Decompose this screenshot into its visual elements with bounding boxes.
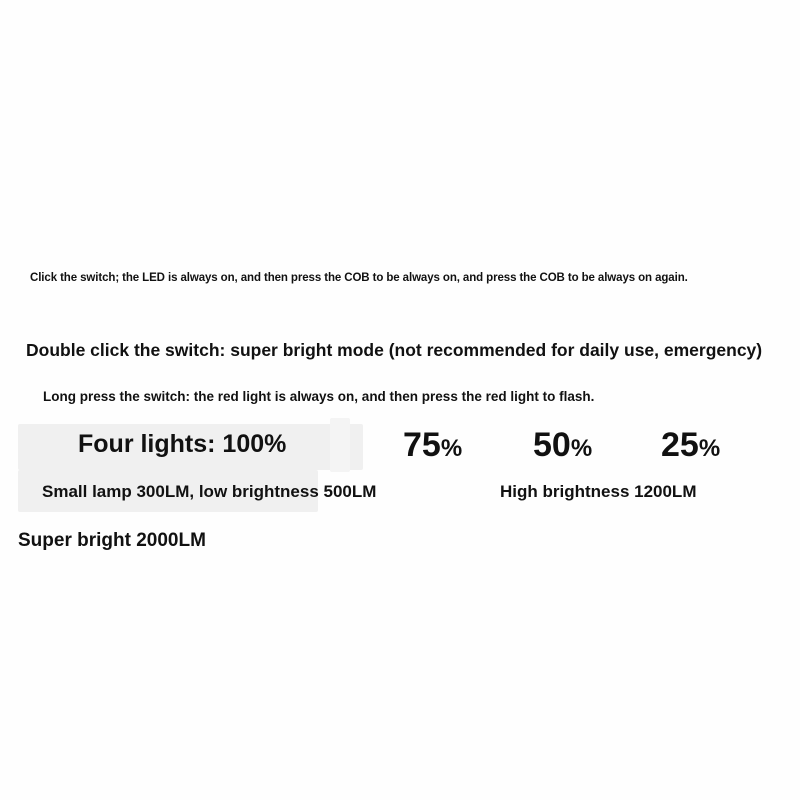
four-lights-label: Four lights: 100% bbox=[78, 430, 287, 458]
instruction-click-switch: Click the switch; the LED is always on, and then press the COB to be always on, and press the COB to be always on again. bbox=[30, 272, 688, 284]
brightness-level-50-number: 50 bbox=[533, 426, 571, 464]
brightness-level-75 bbox=[403, 428, 462, 462]
instruction-long-press-switch: Long press the switch: the red light is always on, and then press the red light to flash. bbox=[43, 389, 595, 404]
brightness-level-75-number: 75 bbox=[403, 426, 441, 464]
percent-symbol: % bbox=[698, 435, 721, 462]
brightness-level-25 bbox=[661, 428, 720, 462]
percent-symbol: % bbox=[440, 435, 463, 462]
spec-small-lamp: Small lamp 300LM, low brightness 500LM bbox=[42, 482, 377, 501]
instruction-double-click-switch: Double click the switch: super bright mode (not recommended for daily use, emergency) bbox=[26, 340, 763, 360]
brightness-levels-row bbox=[0, 424, 800, 480]
spec-high-brightness: High brightness 1200LM bbox=[500, 482, 697, 501]
percent-symbol: % bbox=[570, 435, 593, 462]
spec-super-bright: Super bright 2000LM bbox=[18, 530, 206, 551]
brightness-level-50 bbox=[533, 428, 592, 462]
brightness-level-25-number: 25 bbox=[661, 426, 699, 464]
